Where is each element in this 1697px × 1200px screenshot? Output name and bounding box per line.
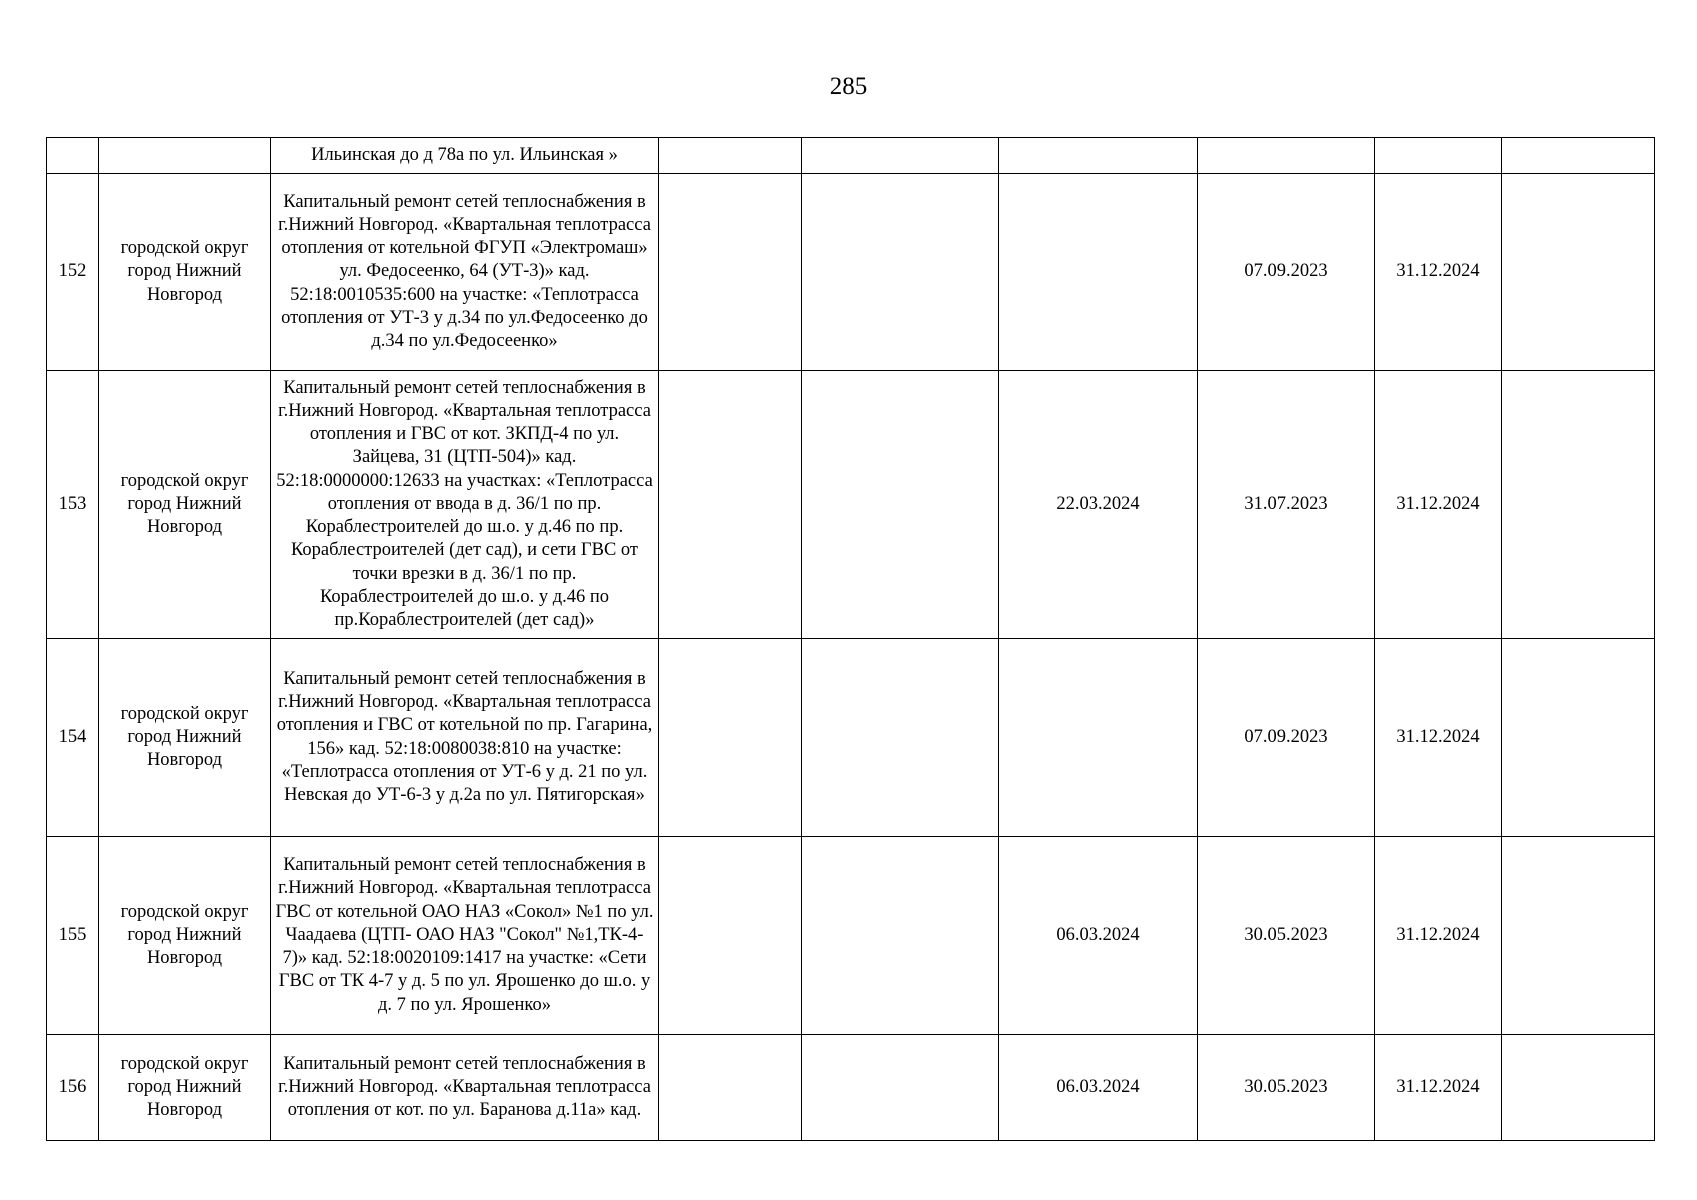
cell-number: 155 [47,837,99,1035]
cell-col9 [1502,1035,1655,1141]
cell-col7: 30.05.2023 [1198,837,1375,1035]
cell-col7 [1198,138,1375,174]
cell-number: 152 [47,174,99,371]
cell-col9 [1502,639,1655,837]
cell-number: 156 [47,1035,99,1141]
table-row [47,837,1655,1035]
cell-description: Капитальный ремонт сетей теплоснабжения в г.Нижний Новгород. «Квартальная теплотрасса отопления и ГВС от котельной по пр. Гагарина, 156» кад. 52:18:0080038:810 на участке: «Теплотрасса отопления от УТ-6 у д. 21 по ул. Невская до УТ-6-3 у д.2а по ул. Пятигорская» [271,639,659,837]
table-row [47,174,1655,371]
cell-municipality: городской округ город Нижний Новгород [99,174,271,371]
cell-col7: 30.05.2023 [1198,1035,1375,1141]
cell-description: Ильинская до д 78а по ул. Ильинская » [271,138,659,174]
cell-number: 153 [47,371,99,639]
cell-number: 154 [47,639,99,837]
table-row [47,639,1655,837]
cell-col7: 07.09.2023 [1198,174,1375,371]
cell-col9 [1502,837,1655,1035]
cell-description: Капитальный ремонт сетей теплоснабжения в г.Нижний Новгород. «Квартальная теплотрасса отопления и ГВС от кот. ЗКПД-4 по ул. Зайцева, 31 (ЦТП-504)» кад. 52:18:0000000:12633 на участках: «Теплотрасса отопления от ввода в д. 36/1 по пр. Кораблестроителей до ш.о. у д.46 по пр. Кораблестроителей (дет сад), и сети ГВС от точки врезки в д. 36/1 по пр. Кораблестроителей до ш.о. у д.46 по пр.Кораблестроителей (дет сад)» [271,371,659,639]
cell-municipality: городской округ город Нижний Новгород [99,371,271,639]
cell-col5 [802,837,999,1035]
cell-col6: 06.03.2024 [999,1035,1198,1141]
cell-col8: 31.12.2024 [1375,639,1502,837]
cell-description: Капитальный ремонт сетей теплоснабжения в г.Нижний Новгород. «Квартальная теплотрасса отопления от кот. по ул. Баранова д.11а» кад. [271,1035,659,1141]
cell-col4 [659,174,802,371]
cell-col6 [999,174,1198,371]
data-table [46,137,1655,1141]
cell-municipality [99,138,271,174]
cell-col6 [999,639,1198,837]
cell-col5 [802,138,999,174]
cell-col4 [659,371,802,639]
cell-col4 [659,138,802,174]
cell-col4 [659,837,802,1035]
cell-col6 [999,138,1198,174]
cell-col8: 31.12.2024 [1375,837,1502,1035]
cell-description: Капитальный ремонт сетей теплоснабжения в г.Нижний Новгород. «Квартальная теплотрасса ГВС от котельной ОАО НАЗ «Сокол» №1 по ул. Чаадаева (ЦТП- ОАО НАЗ "Сокол" №1,ТК-4-7)» кад. 52:18:0020109:1417 на участке: «Сети ГВС от ТК 4-7 у д. 5 по ул. Ярошенко до ш.о. у д. 7 по ул. Ярошенко» [271,837,659,1035]
cell-col8: 31.12.2024 [1375,174,1502,371]
cell-col5 [802,1035,999,1141]
cell-col5 [802,639,999,837]
cell-description: Капитальный ремонт сетей теплоснабжения в г.Нижний Новгород. «Квартальная теплотрасса отопления от котельной ФГУП «Электромаш» ул. Федосеенко, 64 (УТ-3)» кад. 52:18:0010535:600 на участке: «Теплотрасса отопления от УТ-3 у д.34 по ул.Федосеенко до д.34 по ул.Федосеенко» [271,174,659,371]
cell-col9 [1502,174,1655,371]
cell-municipality: городской округ город Нижний Новгород [99,837,271,1035]
cell-number [47,138,99,174]
cell-col4 [659,639,802,837]
cell-col9 [1502,138,1655,174]
table-row [47,1035,1655,1141]
cell-col5 [802,174,999,371]
page-number: 285 [829,73,868,100]
cell-col7: 31.07.2023 [1198,371,1375,639]
cell-municipality: городской округ город Нижний Новгород [99,1035,271,1141]
table-row [47,371,1655,639]
cell-municipality: городской округ город Нижний Новгород [99,639,271,837]
cell-col7: 07.09.2023 [1198,639,1375,837]
cell-col4 [659,1035,802,1141]
cell-col8: 31.12.2024 [1375,1035,1502,1141]
cell-col6: 06.03.2024 [999,837,1198,1035]
cell-col8 [1375,138,1502,174]
cell-col9 [1502,371,1655,639]
cell-col5 [802,371,999,639]
cell-col6: 22.03.2024 [999,371,1198,639]
cell-col8: 31.12.2024 [1375,371,1502,639]
table-row-continuation [47,138,1655,174]
